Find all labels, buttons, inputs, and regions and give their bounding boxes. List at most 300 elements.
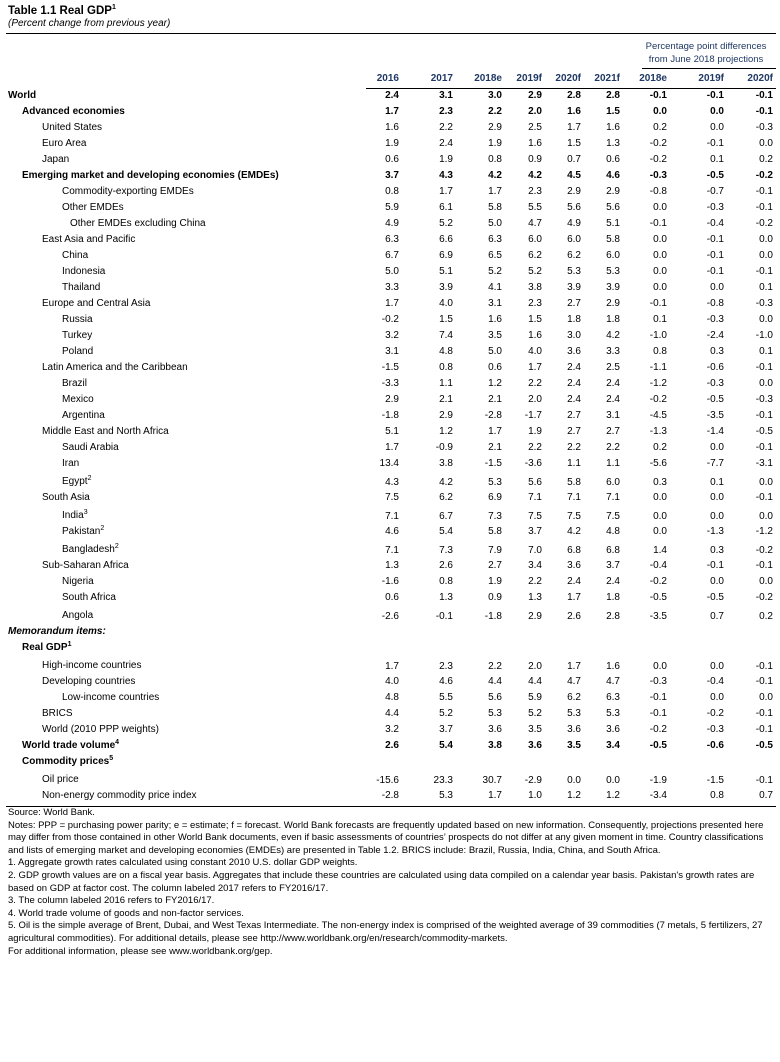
title-footnote-marker: 1: [111, 4, 116, 11]
value-cell: 1.9: [528, 426, 542, 437]
table-row: [0, 361, 780, 377]
value-cell: 4.4: [385, 708, 399, 719]
value-cell: 0.0: [653, 661, 667, 672]
table-title-text: Table 1.1 Real GDP: [8, 4, 112, 17]
row-label: [62, 544, 119, 555]
value-cell: 1.2: [439, 426, 453, 437]
row-label-text: Saudi Arabia: [62, 442, 119, 453]
column-header: 2019f: [698, 73, 724, 84]
row-label-text: Pakistan: [62, 526, 101, 537]
value-cell: 0.1: [710, 154, 724, 165]
row-label: [8, 90, 36, 101]
value-cell: -0.2: [755, 218, 773, 229]
row-label-text: Low-income countries: [62, 692, 160, 703]
table-title: [8, 4, 116, 17]
row-label: [62, 202, 124, 213]
value-cell: 3.4: [606, 740, 620, 751]
value-cell: 5.2: [528, 266, 542, 277]
value-cell: 7.1: [606, 492, 620, 503]
value-cell: -0.1: [755, 775, 773, 786]
value-cell: 1.7: [385, 106, 399, 117]
value-cell: 0.0: [759, 138, 773, 149]
value-cell: -1.5: [381, 362, 399, 373]
value-cell: 7.3: [488, 511, 502, 522]
value-cell: 6.1: [439, 202, 453, 213]
value-cell: -15.6: [376, 775, 399, 786]
value-cell: 0.0: [606, 775, 620, 786]
value-cell: 3.9: [567, 282, 581, 293]
row-label-text: India: [62, 510, 84, 521]
value-cell: 6.3: [488, 234, 502, 245]
value-cell: -0.3: [706, 378, 724, 389]
table-row: [0, 457, 780, 473]
value-cell: 3.3: [606, 346, 620, 357]
value-cell: 2.4: [606, 576, 620, 587]
value-cell: -0.1: [755, 708, 773, 719]
value-cell: 0.0: [759, 250, 773, 261]
row-label: [42, 492, 90, 503]
value-cell: 1.6: [528, 138, 542, 149]
value-cell: 5.3: [488, 708, 502, 719]
value-cell: 0.8: [439, 576, 453, 587]
value-cell: 2.2: [567, 442, 581, 453]
footnote-marker: 2: [87, 475, 92, 482]
value-cell: 1.7: [385, 442, 399, 453]
value-cell: -0.1: [649, 708, 667, 719]
value-cell: 6.5: [488, 250, 502, 261]
value-cell: 4.7: [567, 676, 581, 687]
value-cell: 3.5: [488, 330, 502, 341]
value-cell: 5.2: [439, 708, 453, 719]
value-cell: 4.4: [488, 676, 502, 687]
table-body: [0, 89, 780, 805]
value-cell: 4.2: [439, 477, 453, 488]
value-cell: 0.9: [488, 592, 502, 603]
value-cell: 5.3: [606, 266, 620, 277]
value-cell: 5.4: [439, 740, 453, 751]
row-label: [22, 106, 125, 117]
row-label: [62, 692, 159, 703]
value-cell: 4.5: [567, 170, 581, 181]
table-row: [0, 185, 780, 201]
value-cell: -0.1: [435, 611, 453, 622]
value-cell: 2.0: [528, 661, 542, 672]
value-cell: -0.7: [706, 186, 724, 197]
value-cell: 1.9: [439, 154, 453, 165]
value-cell: 2.4: [606, 394, 620, 405]
row-label: [8, 626, 106, 637]
value-cell: 3.7: [606, 560, 620, 571]
value-cell: 7.5: [567, 511, 581, 522]
value-cell: 3.6: [606, 724, 620, 735]
ppd-header-rule: [642, 68, 776, 69]
value-cell: 1.6: [567, 106, 581, 117]
value-cell: 4.9: [567, 218, 581, 229]
value-cell: 1.4: [653, 545, 667, 556]
value-cell: 5.8: [488, 526, 502, 537]
value-cell: 4.6: [385, 526, 399, 537]
table-row: [0, 625, 780, 641]
footnote: 3. The column labeled 2016 refers to FY2016/17.: [8, 895, 215, 907]
value-cell: 6.7: [439, 511, 453, 522]
row-label-text: Mexico: [62, 394, 94, 405]
value-cell: 0.0: [759, 511, 773, 522]
value-cell: -0.1: [755, 676, 773, 687]
value-cell: -0.4: [706, 676, 724, 687]
value-cell: 2.4: [567, 378, 581, 389]
row-label: [22, 740, 119, 751]
value-cell: 0.6: [488, 362, 502, 373]
table-row: [0, 105, 780, 121]
value-cell: 23.3: [433, 775, 453, 786]
value-cell: 3.1: [488, 298, 502, 309]
value-cell: 2.4: [567, 362, 581, 373]
value-cell: 3.7: [385, 170, 399, 181]
row-label-text: Russia: [62, 314, 93, 325]
row-label-text: Poland: [62, 346, 94, 357]
row-label: [22, 170, 279, 181]
row-label: [62, 378, 87, 389]
column-header: 2021f: [594, 73, 620, 84]
value-cell: 5.9: [385, 202, 399, 213]
row-label: [42, 660, 142, 671]
row-label: [62, 476, 91, 487]
table-row: [0, 723, 780, 739]
value-cell: 3.6: [488, 724, 502, 735]
value-cell: 6.3: [385, 234, 399, 245]
value-cell: -0.1: [755, 492, 773, 503]
row-label: [62, 186, 194, 197]
row-label-text: Thailand: [62, 282, 101, 293]
value-cell: -3.5: [706, 410, 724, 421]
value-cell: 2.9: [528, 90, 542, 101]
value-cell: 1.8: [606, 592, 620, 603]
value-cell: -0.1: [706, 138, 724, 149]
value-cell: 0.0: [710, 492, 724, 503]
value-cell: 0.7: [759, 790, 773, 801]
row-label-text: Turkey: [62, 330, 93, 341]
value-cell: 0.0: [710, 661, 724, 672]
value-cell: -0.1: [755, 266, 773, 277]
row-label: [42, 298, 150, 309]
value-cell: -1.0: [649, 330, 667, 341]
value-cell: 5.0: [488, 218, 502, 229]
value-cell: 4.2: [606, 330, 620, 341]
value-cell: 6.9: [488, 492, 502, 503]
value-cell: -1.9: [649, 775, 667, 786]
row-label-text: South Africa: [62, 592, 116, 603]
value-cell: 3.3: [385, 282, 399, 293]
table-row: [0, 739, 780, 755]
row-label-text: Egypt: [62, 476, 88, 487]
value-cell: -0.2: [755, 592, 773, 603]
value-cell: 1.8: [606, 314, 620, 325]
row-label: [62, 282, 100, 293]
value-cell: -0.3: [755, 298, 773, 309]
value-cell: 6.2: [528, 250, 542, 261]
value-cell: 1.7: [488, 186, 502, 197]
value-cell: -0.3: [755, 394, 773, 405]
value-cell: 3.1: [385, 346, 399, 357]
row-label-text: Memorandum items:: [8, 626, 106, 637]
value-cell: 5.1: [439, 266, 453, 277]
table-row: [0, 591, 780, 607]
value-cell: 2.2: [439, 122, 453, 133]
value-cell: -1.5: [706, 775, 724, 786]
table-row: [0, 425, 780, 441]
value-cell: 4.3: [439, 170, 453, 181]
row-label: [42, 790, 197, 801]
table-row: [0, 789, 780, 805]
value-cell: -0.1: [706, 266, 724, 277]
value-cell: 1.0: [528, 790, 542, 801]
table-row: [0, 525, 780, 541]
table-row: [0, 313, 780, 329]
value-cell: 7.5: [528, 511, 542, 522]
value-cell: -0.5: [649, 740, 667, 751]
value-cell: 0.0: [653, 282, 667, 293]
value-cell: 5.2: [528, 708, 542, 719]
column-header: 2020f: [555, 73, 581, 84]
value-cell: 6.2: [567, 692, 581, 703]
value-cell: 2.7: [488, 560, 502, 571]
table-row: [0, 217, 780, 233]
value-cell: -0.2: [755, 170, 773, 181]
value-cell: 3.9: [606, 282, 620, 293]
value-cell: 4.7: [528, 218, 542, 229]
value-cell: -5.6: [649, 458, 667, 469]
value-cell: -0.1: [706, 90, 724, 101]
value-cell: 5.0: [488, 346, 502, 357]
value-cell: -1.7: [524, 410, 542, 421]
value-cell: 3.6: [567, 346, 581, 357]
value-cell: -0.1: [649, 90, 667, 101]
value-cell: 1.9: [488, 576, 502, 587]
table-subtitle: (Percent change from previous year): [8, 18, 171, 29]
row-label: [42, 676, 135, 687]
value-cell: -0.1: [755, 202, 773, 213]
value-cell: 0.0: [653, 511, 667, 522]
value-cell: 2.1: [488, 394, 502, 405]
value-cell: -3.5: [649, 611, 667, 622]
value-cell: 5.8: [606, 234, 620, 245]
value-cell: 1.6: [606, 661, 620, 672]
value-cell: -1.3: [649, 426, 667, 437]
value-cell: 5.3: [567, 708, 581, 719]
value-cell: -1.5: [484, 458, 502, 469]
footnote: For additional information, please see www.worldbank.org/gep.: [8, 945, 273, 957]
value-cell: 5.1: [606, 218, 620, 229]
table-row: [0, 249, 780, 265]
value-cell: 1.2: [488, 378, 502, 389]
value-cell: -0.3: [706, 724, 724, 735]
value-cell: 1.7: [567, 661, 581, 672]
value-cell: 2.3: [528, 186, 542, 197]
value-cell: 2.1: [439, 394, 453, 405]
value-cell: 5.0: [385, 266, 399, 277]
value-cell: 2.9: [488, 122, 502, 133]
value-cell: 1.6: [488, 314, 502, 325]
value-cell: -0.3: [649, 170, 667, 181]
value-cell: -0.1: [755, 442, 773, 453]
value-cell: -1.4: [706, 426, 724, 437]
value-cell: 2.2: [528, 378, 542, 389]
row-label-text: Emerging market and developing economies (EMDEs): [22, 170, 279, 181]
value-cell: 0.0: [710, 576, 724, 587]
value-cell: 4.4: [528, 676, 542, 687]
value-cell: 3.4: [528, 560, 542, 571]
value-cell: 0.0: [653, 250, 667, 261]
value-cell: 5.2: [488, 266, 502, 277]
value-cell: 5.2: [439, 218, 453, 229]
row-label: [22, 642, 71, 653]
value-cell: 5.6: [488, 692, 502, 703]
value-cell: 1.6: [606, 122, 620, 133]
value-cell: -0.1: [706, 560, 724, 571]
value-cell: 6.3: [606, 692, 620, 703]
row-label: [62, 610, 93, 621]
value-cell: 0.8: [488, 154, 502, 165]
value-cell: 3.8: [488, 740, 502, 751]
value-cell: 2.2: [488, 106, 502, 117]
value-cell: -0.1: [755, 410, 773, 421]
value-cell: 1.3: [385, 560, 399, 571]
row-label: [62, 526, 104, 537]
table-row: [0, 137, 780, 153]
value-cell: 6.6: [439, 234, 453, 245]
row-label: [62, 576, 94, 587]
row-label: [42, 560, 129, 571]
table-row: [0, 329, 780, 345]
row-label-text: Europe and Central Asia: [42, 298, 151, 309]
value-cell: 1.7: [488, 790, 502, 801]
row-label-text: East Asia and Pacific: [42, 234, 136, 245]
row-label-text: Nigeria: [62, 576, 94, 587]
value-cell: -0.4: [649, 560, 667, 571]
value-cell: 7.0: [528, 545, 542, 556]
table-row: [0, 121, 780, 137]
value-cell: 0.9: [528, 154, 542, 165]
value-cell: -3.3: [381, 378, 399, 389]
value-cell: 0.0: [759, 234, 773, 245]
value-cell: 0.1: [759, 346, 773, 357]
value-cell: -0.2: [755, 545, 773, 556]
row-label-text: Sub-Saharan Africa: [42, 560, 129, 571]
table-row: [0, 345, 780, 361]
value-cell: 4.0: [439, 298, 453, 309]
value-cell: 5.1: [385, 426, 399, 437]
value-cell: 6.8: [606, 545, 620, 556]
value-cell: 0.0: [653, 202, 667, 213]
row-label: [42, 138, 86, 149]
value-cell: 7.3: [439, 545, 453, 556]
value-cell: 2.4: [567, 394, 581, 405]
value-cell: -0.6: [706, 362, 724, 373]
value-cell: 1.7: [567, 592, 581, 603]
footnote: 2. GDP growth values are on a fiscal year basis. Aggregates that include these countries are calculated using data compiled on a calendar year basis. Pakistan's growth rates are based on GDP at factor cost. The column labeled 2017 refers to FY2016/17.: [8, 869, 755, 894]
value-cell: -0.1: [706, 234, 724, 245]
value-cell: 3.0: [488, 90, 502, 101]
value-cell: 2.4: [567, 576, 581, 587]
row-label-text: Bangladesh: [62, 544, 115, 555]
value-cell: -0.1: [755, 661, 773, 672]
value-cell: 2.0: [528, 106, 542, 117]
value-cell: 0.0: [653, 234, 667, 245]
table-row: [0, 409, 780, 425]
table-row: [0, 265, 780, 281]
value-cell: 0.7: [567, 154, 581, 165]
value-cell: 5.3: [606, 708, 620, 719]
value-cell: -0.3: [755, 122, 773, 133]
row-label: [62, 346, 93, 357]
value-cell: 0.1: [710, 477, 724, 488]
value-cell: 2.2: [488, 661, 502, 672]
column-header: 2019f: [516, 73, 542, 84]
value-cell: 0.0: [710, 442, 724, 453]
value-cell: 1.1: [439, 378, 453, 389]
value-cell: 4.2: [488, 170, 502, 181]
value-cell: 3.6: [528, 740, 542, 751]
value-cell: 5.3: [439, 790, 453, 801]
value-cell: 1.7: [385, 298, 399, 309]
value-cell: 2.2: [606, 442, 620, 453]
value-cell: -2.8: [381, 790, 399, 801]
table-row: [0, 559, 780, 575]
value-cell: -0.4: [706, 218, 724, 229]
value-cell: 7.5: [606, 511, 620, 522]
value-cell: -0.2: [649, 724, 667, 735]
footnote-marker: 4: [115, 739, 120, 746]
value-cell: 2.4: [439, 138, 453, 149]
value-cell: 0.0: [710, 106, 724, 117]
value-cell: 2.6: [385, 740, 399, 751]
value-cell: 1.6: [528, 330, 542, 341]
footnote-marker: 2: [114, 543, 119, 550]
source-note: Source: World Bank.: [8, 807, 95, 818]
row-label: [42, 234, 135, 245]
value-cell: -4.5: [649, 410, 667, 421]
value-cell: -0.1: [755, 724, 773, 735]
value-cell: 6.2: [439, 492, 453, 503]
value-cell: 0.0: [759, 692, 773, 703]
ppd-header-line2: from June 2018 projections: [648, 54, 764, 65]
value-cell: 7.1: [528, 492, 542, 503]
value-cell: 0.0: [710, 282, 724, 293]
footnote: 4. World trade volume of goods and non-factor services.: [8, 907, 244, 919]
row-label: [62, 458, 79, 469]
value-cell: -0.1: [706, 250, 724, 261]
value-cell: 5.5: [528, 202, 542, 213]
value-cell: 1.6: [385, 122, 399, 133]
value-cell: 4.0: [385, 676, 399, 687]
value-cell: -0.2: [649, 138, 667, 149]
value-cell: -0.5: [706, 394, 724, 405]
value-cell: -0.5: [706, 592, 724, 603]
value-cell: -0.5: [755, 426, 773, 437]
value-cell: 3.1: [439, 90, 453, 101]
value-cell: 2.8: [606, 611, 620, 622]
value-cell: 2.9: [606, 186, 620, 197]
value-cell: 2.9: [385, 394, 399, 405]
value-cell: 0.3: [710, 346, 724, 357]
row-label: [22, 756, 113, 767]
row-label-text: South Asia: [42, 492, 90, 503]
value-cell: -1.8: [484, 611, 502, 622]
row-label-text: Commodity-exporting EMDEs: [62, 186, 194, 197]
footnote-marker: 5: [109, 755, 114, 762]
value-cell: 2.4: [606, 378, 620, 389]
value-cell: 2.9: [567, 186, 581, 197]
